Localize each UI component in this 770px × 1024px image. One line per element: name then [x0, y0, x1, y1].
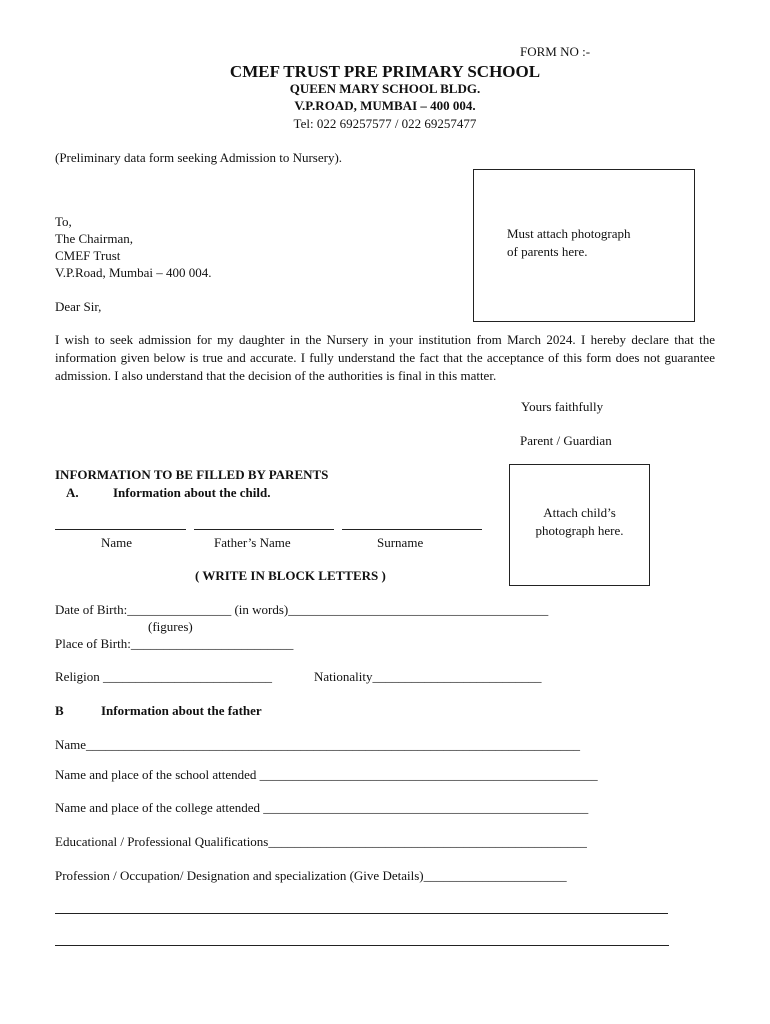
- child-surname-line[interactable]: [342, 529, 482, 530]
- father-school-field[interactable]: Name and place of the school attended ____________________________________________________: [55, 767, 598, 782]
- address-line-road: V.P.Road, Mumbai – 400 004.: [55, 265, 212, 280]
- salutation: Dear Sir,: [55, 299, 102, 314]
- signatory-parent-guardian: Parent / Guardian: [520, 433, 612, 448]
- address-line-chairman: The Chairman,: [55, 231, 133, 246]
- telephone-numbers: Tel: 022 69257577 / 022 69257477: [293, 116, 477, 131]
- school-name: CMEF TRUST PRE PRIMARY SCHOOL: [229, 62, 541, 81]
- father-profession-field[interactable]: Profession / Occupation/ Designation and specialization (Give Details)______________________: [55, 868, 567, 883]
- father-qualification-field[interactable]: Educational / Professional Qualifications_________________________________________________: [55, 834, 587, 849]
- intro-note: (Preliminary data form seeking Admission to Nursery).: [55, 150, 343, 165]
- nationality-field[interactable]: Nationality__________________________: [314, 669, 542, 684]
- dob-figures-label: (figures): [148, 619, 193, 634]
- section-b-letter: B: [55, 703, 64, 718]
- child-surname-label: Surname: [377, 535, 424, 550]
- address-line-trust: CMEF Trust: [55, 248, 121, 263]
- section-b-title: Information about the father: [101, 703, 262, 718]
- declaration-paragraph: I wish to seek admission for my daughter in the Nursery in your institution from March 2024. I hereby declare that the information given below is true and accurate. I fully understand the fact that the acceptance of this form does not guarantee admission. I also understand that the decision of the authorities is final in this matter.: [55, 332, 715, 383]
- child-father-name-label: Father’s Name: [214, 535, 291, 550]
- profession-details-line-2[interactable]: [55, 945, 669, 946]
- child-photo-instruction: Attach child’s photograph here.: [535, 505, 624, 538]
- section-heading: INFORMATION TO BE FILLED BY PARENTS: [55, 467, 329, 482]
- section-a-letter: A.: [66, 485, 79, 500]
- child-name-label: Name: [101, 535, 133, 550]
- child-name-line[interactable]: [55, 529, 186, 530]
- parents-photo-instruction: Must attach photograph of parents here.: [507, 226, 631, 259]
- place-of-birth-field[interactable]: Place of Birth:_________________________: [55, 636, 294, 651]
- date-of-birth-field[interactable]: Date of Birth:________________ (in words)________________________________________: [55, 602, 549, 617]
- address-to: To,: [55, 214, 72, 229]
- father-name-field[interactable]: Name____________________________________________________________________________: [55, 737, 581, 752]
- block-letters-note: ( WRITE IN BLOCK LETTERS ): [195, 568, 386, 583]
- child-father-name-line[interactable]: [194, 529, 334, 530]
- address-line-1: QUEEN MARY SCHOOL BLDG.: [289, 81, 481, 96]
- religion-field[interactable]: Religion __________________________: [55, 669, 273, 684]
- closing-yours-faithfully: Yours faithfully: [521, 399, 604, 414]
- profession-details-line-1[interactable]: [55, 913, 668, 914]
- section-a-title: Information about the child.: [113, 485, 271, 500]
- father-college-field[interactable]: Name and place of the college attended __________________________________________________: [55, 800, 589, 815]
- form-number-label: FORM NO :-: [520, 44, 591, 59]
- address-line-2: V.P.ROAD, MUMBAI – 400 004.: [294, 98, 476, 113]
